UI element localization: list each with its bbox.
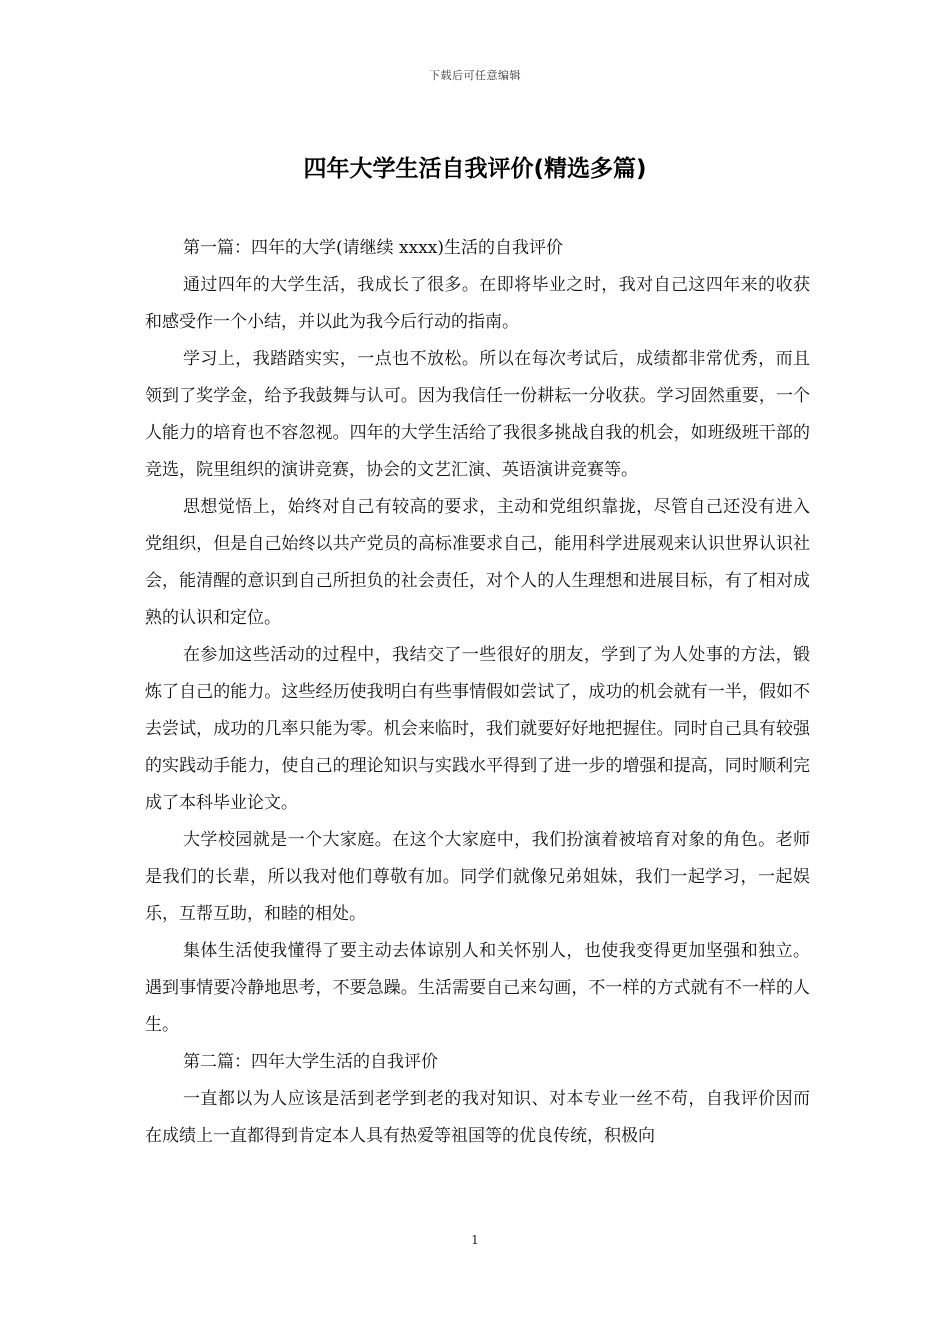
section-heading-1: 第一篇：四年的大学(请继续 xxxx)生活的自我评价 xyxy=(183,238,564,258)
paragraph: 大学校园就是一个大家庭。在这个大家庭中，我们扮演着被培育对象的角色。老师是我们的长辈，所以我对他们尊敬有加。同学们就像兄弟姐妹，我们一起学习，一起娱乐，互帮互助，和睦的相处。 xyxy=(145,830,810,924)
paragraph: 集体生活使我懂得了要主动去体谅别人和关怀别人，也使我变得更加坚强和独立。遇到事情要冷静地思考，不要急躁。生活需要自己来勾画，不一样的方式就有不一样的人生。 xyxy=(145,941,810,1035)
document-body xyxy=(145,230,810,1155)
paragraph: 思想觉悟上，始终对自己有较高的要求，主动和党组织靠拢，尽管自己还没有进入党组织，但是自己始终以共产党员的高标准要求自己，能用科学进展观来认识世界认识社会，能清醒的意识到自己所担负的社会责任，对个人的人生理想和进展目标，有了相对成熟的认识和定位。 xyxy=(145,497,810,628)
paragraph: 学习上，我踏踏实实，一点也不放松。所以在每次考试后，成绩都非常优秀，而且领到了奖学金，给予我鼓舞与认可。因为我信任一份耕耘一分收获。学习固然重要，一个人能力的培育也不容忽视。四年的大学生活给了我很多挑战自我的机会，如班级班干部的竞选，院里组织的演讲竞赛，协会的文艺汇演、英语演讲竞赛等。 xyxy=(145,349,810,480)
section-heading-2: 第二篇：四年大学生活的自我评价 xyxy=(183,1052,438,1072)
paragraph: 一直都以为人应该是活到老学到老的我对知识、对本专业一丝不苟，自我评价因而在成绩上一直都得到肯定本人具有热爱等祖国等的优良传统，积极向 xyxy=(145,1089,810,1146)
paragraph: 在参加这些活动的过程中，我结交了一些很好的朋友，学到了为人处事的方法，锻炼了自己的能力。这些经历使我明白有些事情假如尝试了，成功的机会就有一半，假如不去尝试，成功的几率只能为零。机会来临时，我们就要好好地把握住。同时自己具有较强的实践动手能力，使自己的理论知识与实践水平得到了进一步的增强和提高，同时顺利完成了本科毕业论文。 xyxy=(145,645,810,813)
paragraph: 通过四年的大学生活，我成长了很多。在即将毕业之时，我对自己这四年来的收获和感受作一个小结，并以此为我今后行动的指南。 xyxy=(145,275,810,332)
page-number: 1 xyxy=(471,1233,479,1247)
document-title: 四年大学生活自我评价(精选多篇) xyxy=(303,156,647,182)
header-note: 下载后可任意编辑 xyxy=(429,69,521,82)
